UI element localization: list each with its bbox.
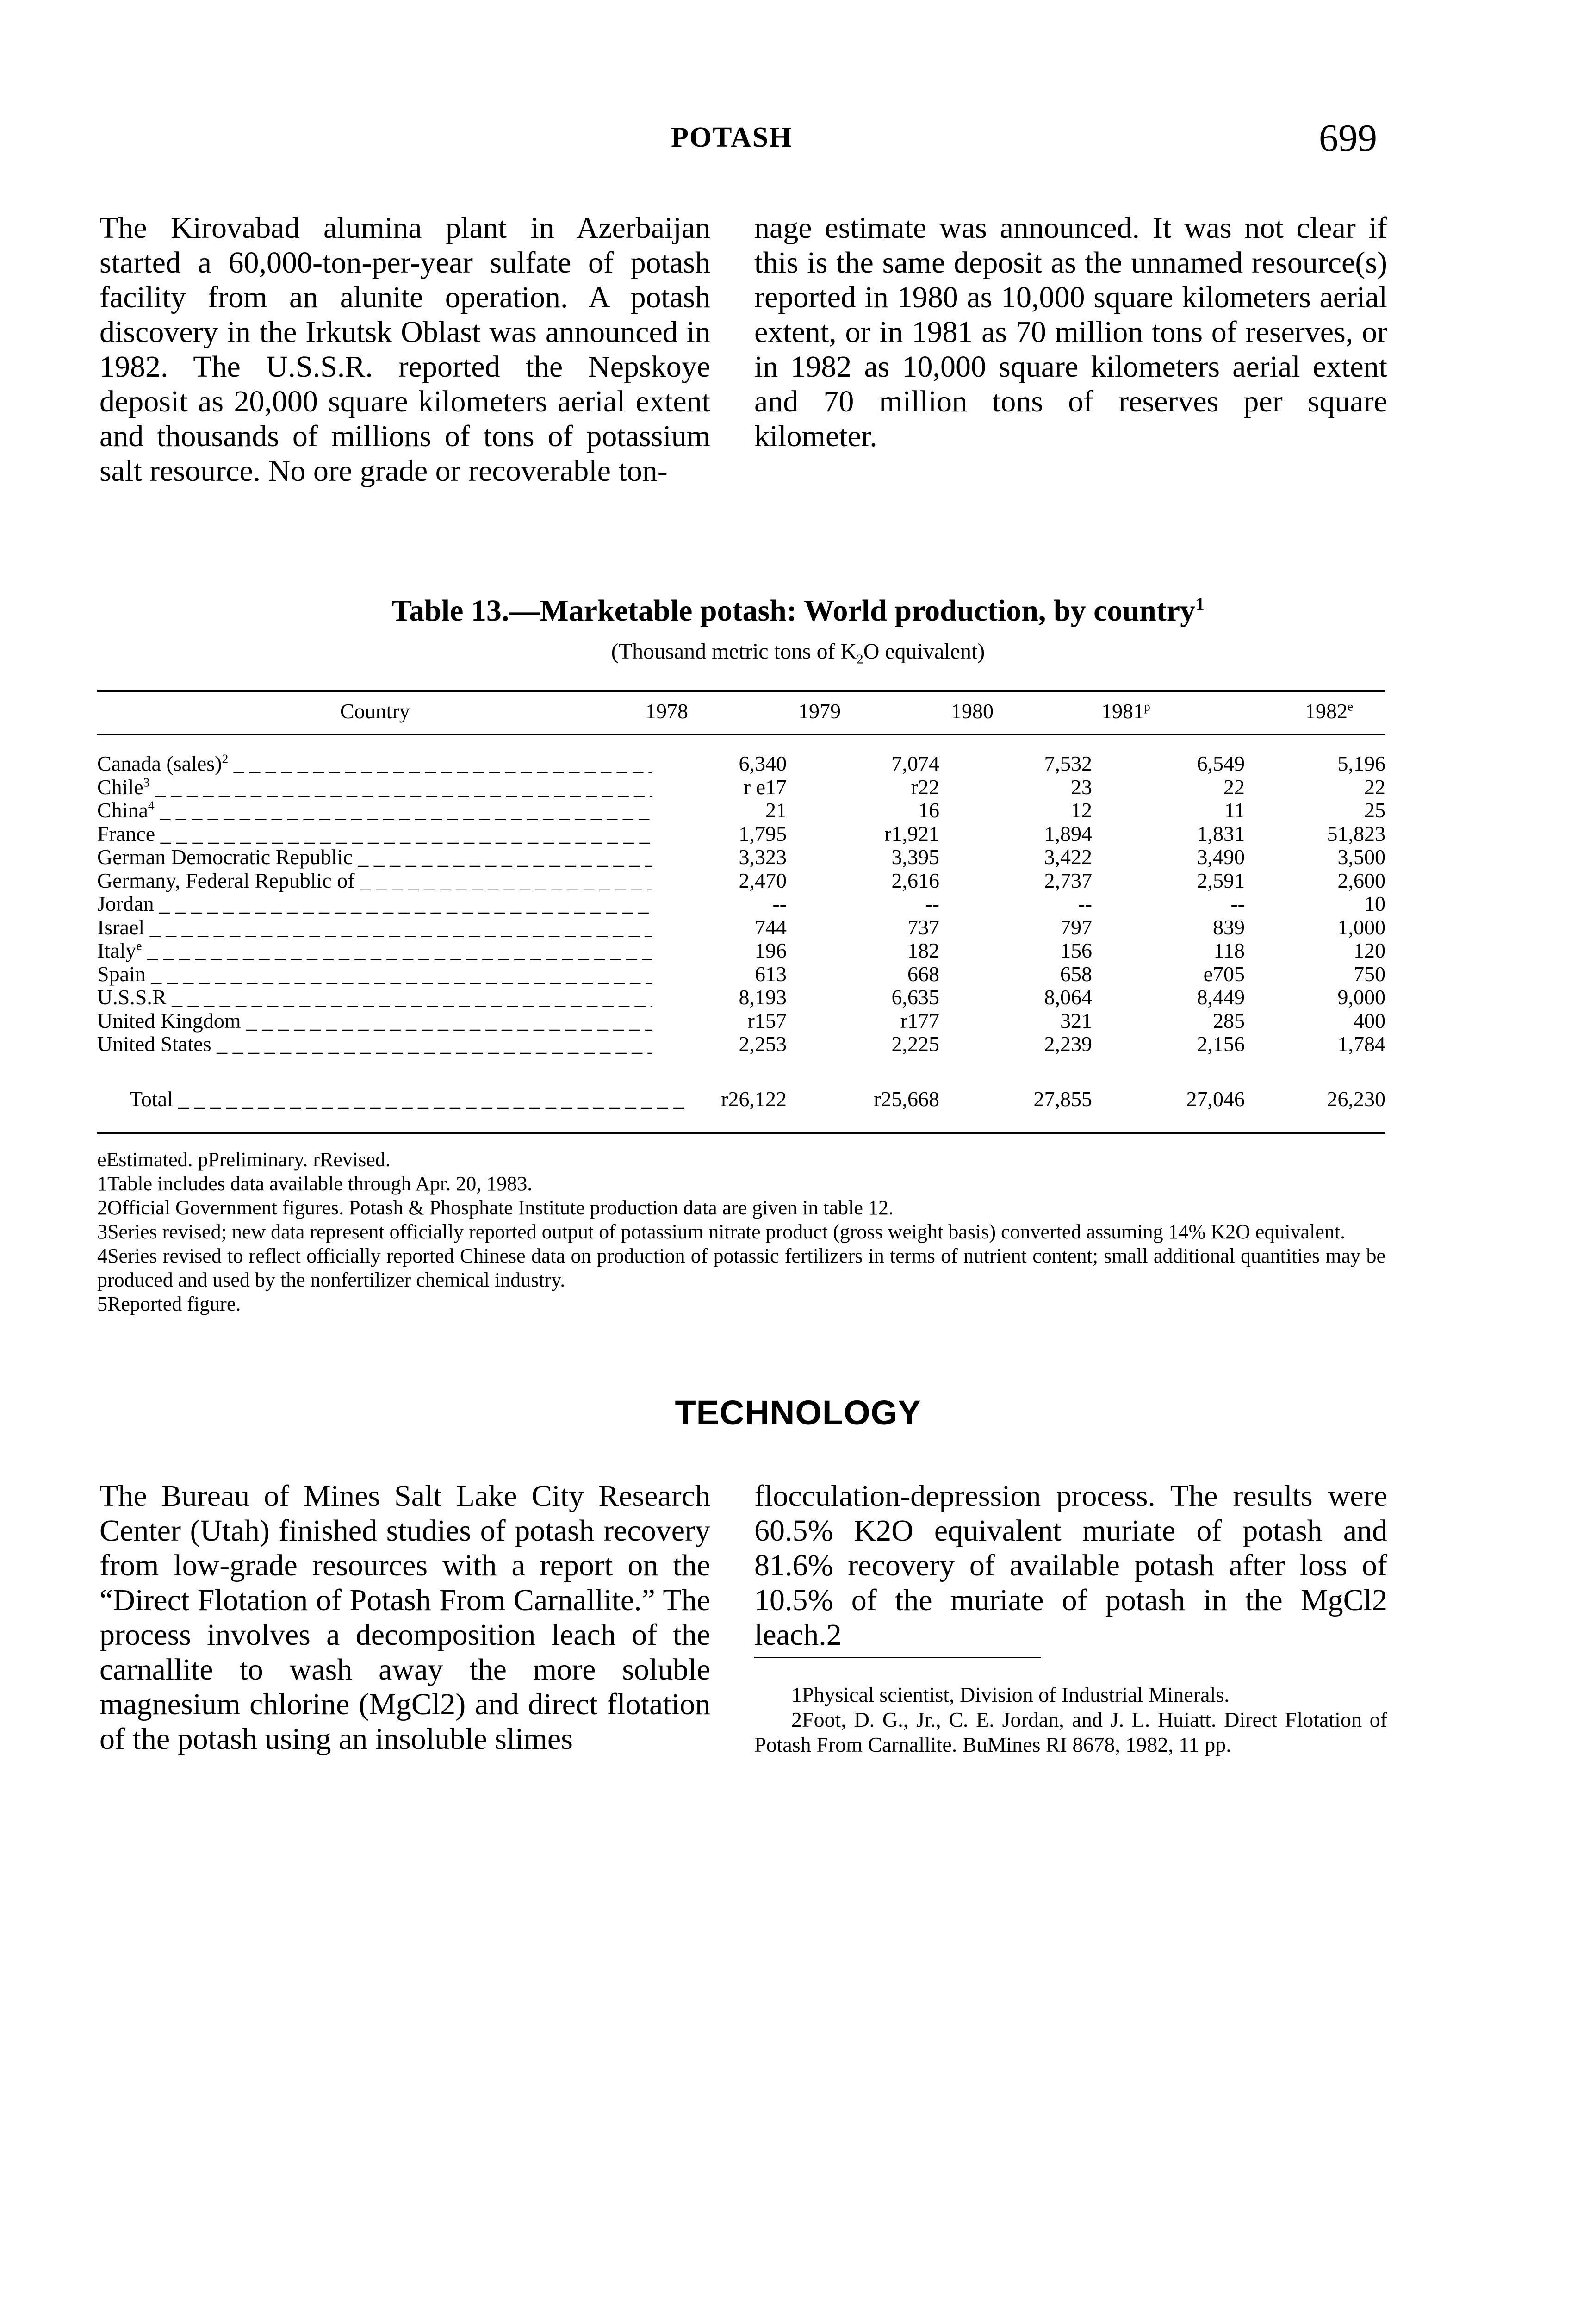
cell-value: 8,064	[1044, 985, 1092, 1009]
country-name: Italy$^e$ _ _ _	[97, 939, 652, 962]
table-row	[97, 986, 1385, 1009]
country-name: China$^4$ _ _ _	[97, 799, 652, 822]
header-1982: 1982e	[1305, 699, 1354, 723]
cell-value: 1,831	[1197, 821, 1245, 846]
total-value: r25,668	[874, 1087, 939, 1111]
intro-left-column: The Kirovabad alumina plant in Azerbaijan started a 60,000-ton-per-year sulfate of potash facility from an alunite operation. A potash discovery in the Irkutsk Oblast was announced in 1982. The U.S.S.R. reported the Nepskoye deposit as 20,000 square kilometers aerial extent and thousands of millions of tons of potassium salt resource. No ore grade or recoverable ton-	[99, 211, 710, 488]
total-value: r26,122	[721, 1087, 787, 1111]
table-bottom-rule	[97, 1132, 1385, 1134]
cell-value: 2,253	[739, 1032, 787, 1056]
cell-value: 3,323	[739, 845, 787, 869]
cell-value: --	[1230, 892, 1245, 915]
cell-value: 839	[1213, 915, 1245, 939]
section-heading: TECHNOLOGY	[675, 1393, 921, 1432]
table-note: eEstimated. pPreliminary. rRevised.	[97, 1148, 391, 1171]
header-1981: 1981$^p$	[1101, 699, 1150, 723]
table-row	[97, 939, 1385, 962]
footnote-rule	[754, 1657, 1041, 1658]
table-notes	[97, 1148, 1385, 1316]
total-row	[97, 1088, 1385, 1111]
table-title: Table 13.—Marketable potash: World production, by country$^1$	[391, 594, 1205, 628]
header-1979: 1979	[798, 699, 841, 723]
cell-value: 23	[1071, 775, 1092, 799]
cell-value: 6,549	[1197, 752, 1245, 775]
cell-value: 2,239	[1044, 1032, 1092, 1056]
technology-right-column: flocculation-depression process. The results were 60.5% K2O equivalent muriate of potash and 81.6% recovery of available potash after loss of 10.5% of the muriate of potash in the MgCl2 leach.2	[754, 1479, 1387, 1652]
country-name: Chile$^3$ _ _ _	[97, 776, 652, 799]
table-row	[97, 892, 1385, 915]
country-name: German Democratic Republic _ _ _	[97, 846, 652, 869]
table-row	[97, 1033, 1385, 1056]
cell-value: r157	[747, 1008, 787, 1033]
cell-value: 11	[1224, 798, 1245, 822]
table-row	[97, 916, 1385, 939]
cell-value: 1,894	[1044, 821, 1092, 846]
cell-value: r1,921	[884, 821, 939, 846]
cell-value: 2,737	[1044, 868, 1092, 892]
country-name: United States _ _ _	[97, 1033, 652, 1056]
total-value: 26,230	[1327, 1087, 1385, 1111]
cell-value: 2,616	[891, 868, 939, 892]
table-note: 1Table includes data available through Apr. 20, 1983.	[97, 1172, 533, 1195]
cell-value: 156	[1060, 939, 1092, 962]
cell-value: 182	[907, 939, 939, 962]
country-name: United Kingdom _ _ _	[97, 1009, 652, 1033]
cell-value: 196	[755, 939, 787, 962]
cell-value: 7,074	[891, 752, 939, 775]
header-1980: 1980	[951, 699, 994, 723]
total-label: Total _ _ _	[97, 1088, 685, 1111]
cell-value: 16	[918, 798, 939, 822]
country-name: Spain _ _ _	[97, 963, 652, 986]
cell-value: 3,422	[1044, 845, 1092, 869]
table-unit: (Thousand metric tons of $K_2O$ equivalent)	[611, 639, 985, 667]
cell-value: 2,591	[1197, 868, 1245, 892]
cell-value: 3,395	[891, 845, 939, 869]
table-row	[97, 1009, 1385, 1033]
country-name: Israel _ _ _	[97, 916, 652, 939]
cell-value: 10	[1364, 892, 1385, 915]
table-row	[97, 776, 1385, 799]
cell-value: 400	[1354, 1008, 1385, 1033]
cell-value: 6,340	[739, 752, 787, 775]
table-note: 5Reported figure.	[97, 1293, 241, 1315]
cell-value: 737	[907, 915, 939, 939]
cell-value: 2,156	[1197, 1032, 1245, 1056]
cell-value: 51,823	[1327, 821, 1385, 846]
cell-value: 12	[1071, 798, 1092, 822]
running-head: POTASH	[671, 122, 793, 153]
total-value: 27,046	[1186, 1087, 1245, 1111]
table-note: 4Series revised to reflect officially reported Chinese data on production of potassic fertilizers in terms of nutrient content; small additional quantities may be produced and used by the nonfertilizer chemical industry.	[97, 1244, 1385, 1291]
country-name: France _ _ _	[97, 822, 652, 846]
country-name: Germany, Federal Republic of _ _ _	[97, 869, 652, 892]
header-rule	[97, 734, 1385, 735]
cell-value: 1,000	[1337, 915, 1385, 939]
cell-value: 6,635	[891, 985, 939, 1009]
footnotes	[754, 1682, 1387, 1757]
cell-value: 8,193	[739, 985, 787, 1009]
cell-value: 321	[1060, 1008, 1092, 1033]
cell-value: --	[925, 892, 939, 915]
cell-value: 744	[755, 915, 787, 939]
total-value: 27,855	[1033, 1087, 1092, 1111]
cell-value: --	[1078, 892, 1092, 915]
cell-value: 797	[1060, 915, 1092, 939]
footnote: 2Foot, D. G., Jr., C. E. Jordan, and J. L. Huiatt. Direct Flotation of Potash From Carnallite. BuMines RI 8678, 1982, 11 pp.	[754, 1708, 1387, 1756]
table-row	[97, 799, 1385, 822]
intro-right-column: nage estimate was announced. It was not clear if this is the same deposit as the unnamed resource(s) reported in 1980 as 10,000 square kilometers aerial extent, or in 1981 as 70 million tons of reserves, or in 1982 as 10,000 square kilometers aerial extent and 70 million tons of reserves per square kilometer.	[754, 211, 1387, 453]
cell-value: 5,196	[1337, 752, 1385, 775]
cell-value: 1,784	[1337, 1032, 1385, 1056]
country-name: Canada (sales)$^2$ _ _ _	[97, 752, 652, 775]
cell-value: 9,000	[1337, 985, 1385, 1009]
cell-value: 668	[907, 962, 939, 986]
cell-value: r22	[911, 775, 939, 799]
header-country: Country	[340, 699, 410, 723]
cell-value: 22	[1223, 775, 1245, 799]
cell-value: 2,225	[891, 1032, 939, 1056]
cell-value: 22	[1364, 775, 1385, 799]
cell-value: 118	[1213, 939, 1245, 962]
cell-value: 1,795	[739, 821, 787, 846]
cell-value: r177	[900, 1008, 939, 1033]
table-row	[97, 822, 1385, 846]
cell-value: 120	[1354, 939, 1385, 962]
table-row	[97, 869, 1385, 892]
country-name: U.S.S.R _ _ _	[97, 986, 652, 1009]
technology-left-column: The Bureau of Mines Salt Lake City Research Center (Utah) finished studies of potash recovery from low-grade resources with a report on the “Direct Flotation of Potash From Carnallite.” The process involves a decomposition leach of the carnallite to wash away the more soluble magnesium chlorine (MgCl2) and direct flotation of the potash using an insoluble slimes	[99, 1479, 710, 1756]
cell-value: 613	[755, 962, 787, 986]
cell-value: 658	[1060, 962, 1092, 986]
cell-value: 8,449	[1197, 985, 1245, 1009]
page-number: 699	[1319, 117, 1377, 160]
table-top-rule	[97, 690, 1385, 692]
cell-value: --	[772, 892, 787, 915]
header-1978: 1978	[646, 699, 688, 723]
table-note: 2Official Government figures. Potash & Phosphate Institute production data are given in table 12.	[97, 1196, 894, 1219]
cell-value: 750	[1354, 962, 1385, 986]
cell-value: 2,470	[739, 868, 787, 892]
cell-value: 285	[1213, 1008, 1245, 1033]
table-note: 3Series revised; new data represent officially reported output of potassium nitrate product (gross weight basis) converted assuming 14% K2O equivalent.	[97, 1220, 1346, 1243]
footnote: 1Physical scientist, Division of Industrial Minerals.	[791, 1683, 1230, 1706]
table-row	[97, 846, 1385, 869]
country-name: Jordan _ _ _	[97, 892, 652, 915]
cell-value: 3,490	[1197, 845, 1245, 869]
table-row	[97, 963, 1385, 986]
cell-value: r e17	[743, 775, 787, 799]
cell-value: 2,600	[1337, 868, 1385, 892]
table-row	[97, 752, 1385, 775]
cell-value: 21	[765, 798, 787, 822]
cell-value: 3,500	[1337, 845, 1385, 869]
cell-value: 25	[1364, 798, 1385, 822]
cell-value: 7,532	[1044, 752, 1092, 775]
cell-value: e705	[1203, 962, 1245, 986]
